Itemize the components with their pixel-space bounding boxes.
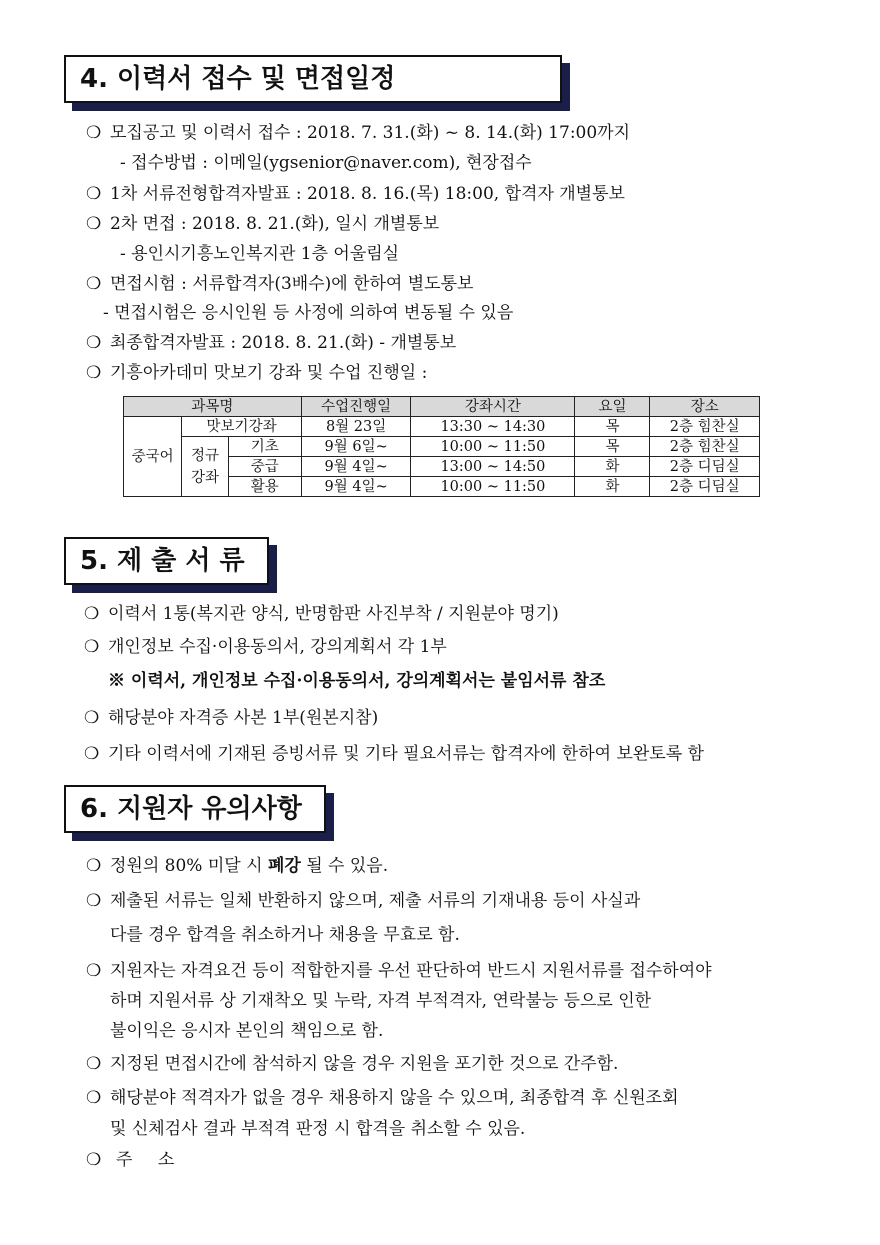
header-place: 장소 xyxy=(650,397,760,417)
course-day: 화 xyxy=(575,457,650,477)
course-time: 10:00 ~ 11:50 xyxy=(411,477,575,497)
course-date: 9월 4일~ xyxy=(301,457,411,477)
bullet-circle-icon: ❍ xyxy=(86,274,102,294)
sec4-item-final: ❍ 최종합격자발표 : 2018. 8. 21.(화) - 개별통보 xyxy=(86,333,457,353)
sec6-item-docs: ❍ 제출된 서류는 일체 반환하지 않으며, 제출 서류의 기재내용 등이 사실과 xyxy=(86,891,641,911)
sec6-item-eligibility-cont2: 불이익은 응시자 본인의 책임으로 함. xyxy=(110,1021,384,1041)
sec6-item-eligibility-cont: 하며 지원서류 상 기재착오 및 누락, 자격 부적격자, 연락불능 등으로 인한 xyxy=(110,991,652,1011)
header-date: 수업진행일 xyxy=(301,397,411,417)
bullet-circle-icon: ❍ xyxy=(86,214,102,234)
sec4-item-second-place: - 용인시기흥노인복지관 1층 어울림실 xyxy=(120,244,400,264)
course-name: 기초 xyxy=(228,437,301,457)
sec6-item-unqualified-cont: 및 신체검사 결과 부적격 판정 시 합격을 취소할 수 있음. xyxy=(110,1119,526,1139)
course-day: 화 xyxy=(575,477,650,497)
sec4-item-first: ❍ 1차 서류전형합격자발표 : 2018. 8. 16.(목) 18:00, 합격자 개별통보 xyxy=(86,184,625,204)
course-place: 2층 디딤실 xyxy=(650,457,760,477)
header-day: 요일 xyxy=(575,397,650,417)
bullet-circle-icon: ❍ xyxy=(86,123,102,143)
course-date: 9월 6일~ xyxy=(301,437,411,457)
header-time: 강좌시간 xyxy=(411,397,575,417)
sec6-item-docs-cont: 다를 경우 합격을 취소하거나 채용을 무효로 함. xyxy=(110,925,460,945)
bullet-circle-icon: ❍ xyxy=(86,891,102,911)
course-date: 9월 4일~ xyxy=(301,477,411,497)
course-place: 2층 힘찬실 xyxy=(650,417,760,437)
section-4-title: 4. 이력서 접수 및 면접일정 xyxy=(64,55,562,103)
course-date: 8월 23일 xyxy=(301,417,411,437)
schedule-table xyxy=(123,396,760,497)
sec4-item-academy: ❍ 기흥아카데미 맛보기 강좌 및 수업 진행일 : xyxy=(86,363,428,383)
sec5-item-cert: ❍ 해당분야 자격증 사본 1부(원본지참) xyxy=(84,708,379,728)
course-time: 13:00 ~ 14:50 xyxy=(411,457,575,477)
course-place: 2층 힘찬실 xyxy=(650,437,760,457)
course-day: 목 xyxy=(575,417,650,437)
bullet-circle-icon: ❍ xyxy=(84,708,100,728)
bullet-circle-icon: ❍ xyxy=(86,1088,102,1108)
sec5-item-etc: ❍ 기타 이력서에 기재된 증빙서류 및 기타 필요서류는 합격자에 한하여 보완토록 함 xyxy=(84,744,704,764)
sec4-item-second: ❍ 2차 면접 : 2018. 8. 21.(화), 일시 개별통보 xyxy=(86,214,440,234)
sec6-item-address: ❍ 주 소 xyxy=(86,1150,185,1170)
bullet-circle-icon: ❍ xyxy=(86,1054,102,1074)
bullet-circle-icon: ❍ xyxy=(86,333,102,353)
sec6-item-absence: ❍ 지정된 면접시간에 참석하지 않을 경우 지원을 포기한 것으로 간주함. xyxy=(86,1054,619,1074)
sec5-note: ※ 이력서, 개인정보 수집·이용동의서, 강의계획서는 붙임서류 참조 xyxy=(108,671,606,691)
sec6-item-eligibility: ❍ 지원자는 자격요건 등이 적합한지를 우선 판단하여 반드시 지원서류를 접수하여야 xyxy=(86,961,712,981)
bullet-circle-icon: ❍ xyxy=(86,856,102,876)
course-place: 2층 디딤실 xyxy=(650,477,760,497)
section-6-title: 6. 지원자 유의사항 xyxy=(64,785,326,833)
bullet-circle-icon: ❍ xyxy=(84,604,100,624)
course-name: 맛보기강좌 xyxy=(182,417,302,437)
header-subject: 과목명 xyxy=(124,397,302,417)
sec4-item-recruit-method: - 접수방법 : 이메일(ygsenior@naver.com), 현장접수 xyxy=(120,153,532,173)
section-5-title: 5. 제 출 서 류 xyxy=(64,537,269,585)
course-name: 중급 xyxy=(228,457,301,477)
course-time: 13:30 ~ 14:30 xyxy=(411,417,575,437)
bullet-circle-icon: ❍ xyxy=(84,744,100,764)
sec5-item-resume: ❍ 이력서 1통(복지관 양식, 반명함판 사진부착 / 지원분야 명기) xyxy=(84,604,559,624)
bullet-circle-icon: ❍ xyxy=(86,363,102,383)
sec4-item-recruit: ❍ 모집공고 및 이력서 접수 : 2018. 7. 31.(화) ~ 8. 14.(화) 17:00까지 xyxy=(86,123,631,143)
bullet-circle-icon: ❍ xyxy=(86,1150,102,1170)
bullet-circle-icon: ❍ xyxy=(86,184,102,204)
course-name: 활용 xyxy=(228,477,301,497)
subject-cell: 중국어 xyxy=(124,417,182,497)
table-header-row xyxy=(124,397,760,417)
sec4-item-exam-note: - 면접시험은 응시인원 등 사정에 의하여 변동될 수 있음 xyxy=(103,303,514,323)
bullet-circle-icon: ❍ xyxy=(86,961,102,981)
sec6-item-quota: ❍ 정원의 80% 미달 시 폐강 될 수 있음. xyxy=(86,856,389,876)
course-time: 10:00 ~ 11:50 xyxy=(411,437,575,457)
sec4-item-exam: ❍ 면접시험 : 서류합격자(3배수)에 한하여 별도통보 xyxy=(86,274,474,294)
table-row xyxy=(124,437,760,457)
course-day: 목 xyxy=(575,437,650,457)
bullet-circle-icon: ❍ xyxy=(84,637,100,657)
regular-course-cell: 정규 강좌 xyxy=(182,437,228,497)
sec5-item-consent: ❍ 개인정보 수집·이용동의서, 강의계획서 각 1부 xyxy=(84,637,447,657)
sec6-item-unqualified: ❍ 해당분야 적격자가 없을 경우 채용하지 않을 수 있으며, 최종합격 후 신원조회 xyxy=(86,1088,679,1108)
table-row xyxy=(124,417,760,437)
